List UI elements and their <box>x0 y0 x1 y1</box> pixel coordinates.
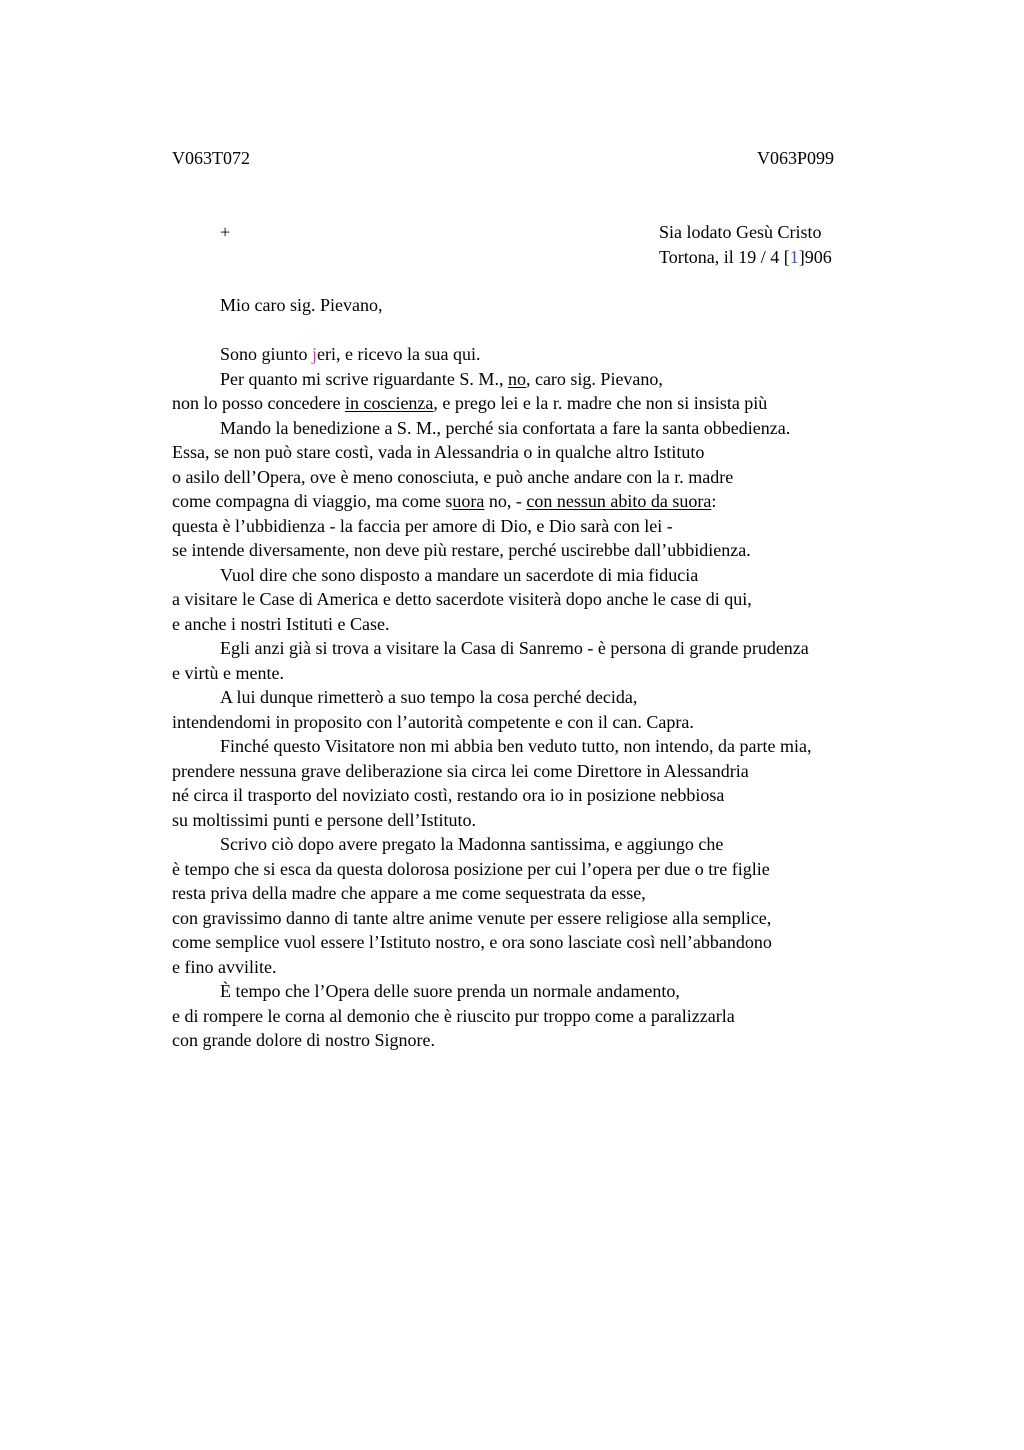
text-span: Per quanto mi scrive riguardante S. M., <box>220 368 508 389</box>
highlighted-letter: j <box>312 344 318 364</box>
letter-line: o asilo dell’Opera, ove è meno conosciuta, e può anche andare con la r. madre <box>172 466 734 487</box>
letter-line: Mando la benedizione a S. M., perché sia confortata a fare la santa obbedienza. <box>220 417 791 438</box>
text-span: , e prego lei e la r. madre che non si insista più <box>433 393 768 413</box>
underlined-text: in coscienza <box>344 393 434 413</box>
underlined-text: con nessun abito da suora <box>526 491 712 511</box>
letter-line <box>172 367 932 392</box>
underlined-text: no <box>507 368 526 389</box>
text-span: , caro sig. Pievano, <box>525 368 663 389</box>
text-span: no, - <box>484 491 527 511</box>
text-span: Sono giunto <box>220 344 313 364</box>
cross-mark: + <box>220 222 231 242</box>
text-span: eri, e ricevo la sua qui. <box>317 344 481 364</box>
letter-line: con grande dolore di nostro Signore. <box>172 1030 435 1050</box>
letter-line: se intende diversamente, non deve più restare, perché uscirebbe dall’ubbidienza. <box>172 540 751 560</box>
date-bracket-digit: 1 <box>789 246 799 267</box>
date-line <box>659 245 832 270</box>
letter-line: e fino avvilite. <box>172 956 277 977</box>
letter-heading-right <box>659 220 832 269</box>
letter-line: prendere nessuna grave deliberazione sia circa lei come Direttore in Alessandria <box>172 760 749 781</box>
letter-line <box>172 342 932 367</box>
salutation-line: Sia lodato Gesù Cristo <box>659 222 822 242</box>
document-code-left: V063T072 <box>172 148 250 168</box>
letter-line: intendendomi in proposito con l’autorità competente e con il can. Capra. <box>172 711 694 732</box>
letter-body <box>172 293 932 1053</box>
blank-line <box>172 318 932 343</box>
letter-line: su moltissimi punti e persone dell’Istituto. <box>172 809 476 830</box>
letter-line: Scrivo ciò dopo avere pregato la Madonna santissima, e aggiungo che <box>220 834 724 854</box>
letter-line: resta priva della madre che appare a me come sequestrata da esse, <box>172 883 646 903</box>
text-span: : <box>711 491 717 511</box>
letter-line: e di rompere le corna al demonio che è riuscito pur troppo come a paralizzarla <box>172 1005 735 1026</box>
date-prefix: Tortona, il 19 / 4 [ <box>659 246 790 267</box>
letter-line: è tempo che si esca da questa dolorosa posizione per cui l’opera per due o tre figlie <box>172 858 770 879</box>
letter-line: Vuol dire che sono disposto a mandare un sacerdote di mia fiducia <box>220 564 699 585</box>
letter-line: Egli anzi già si trova a visitare la Casa di Sanremo - è persona di grande prudenza <box>220 638 809 658</box>
letter-line: con gravissimo danno di tante altre anime venute per essere religiose alla semplice, <box>172 907 772 928</box>
text-span: come compagna di viaggio, ma come s <box>172 491 453 511</box>
letter-line: A lui dunque rimetterò a suo tempo la cosa perché decida, <box>220 687 638 707</box>
date-suffix: ]906 <box>798 246 832 267</box>
letter-line: né circa il trasporto del noviziato costì, restando ora io in posizione nebbiosa <box>172 785 725 805</box>
greeting: Mio caro sig. Pievano, <box>220 295 383 315</box>
letter-line: questa è l’ubbidienza - la faccia per amore di Dio, e Dio sarà con lei - <box>172 515 673 536</box>
letter-line: a visitare le Case di America e detto sacerdote visiterà dopo anche le case di qui, <box>172 589 752 609</box>
document-code-right: V063P099 <box>757 148 835 168</box>
letter-line: e virtù e mente. <box>172 662 284 683</box>
letter-line: È tempo che l’Opera delle suore prenda un normale andamento, <box>220 981 680 1001</box>
letter-line: Essa, se non può stare costì, vada in Alessandria o in qualche altro Istituto <box>172 442 705 462</box>
underlined-text: uora <box>452 491 485 511</box>
letter-line: e anche i nostri Istituti e Case. <box>172 613 390 634</box>
letter-line: come semplice vuol essere l’Istituto nostro, e ora sono lasciate così nell’abbandono <box>172 932 772 952</box>
letter-line: Finché questo Visitatore non mi abbia ben veduto tutto, non intendo, da parte mia, <box>220 736 812 756</box>
letter-line <box>172 489 932 514</box>
letter-line <box>172 391 932 416</box>
text-span: non lo posso concedere <box>172 393 345 413</box>
